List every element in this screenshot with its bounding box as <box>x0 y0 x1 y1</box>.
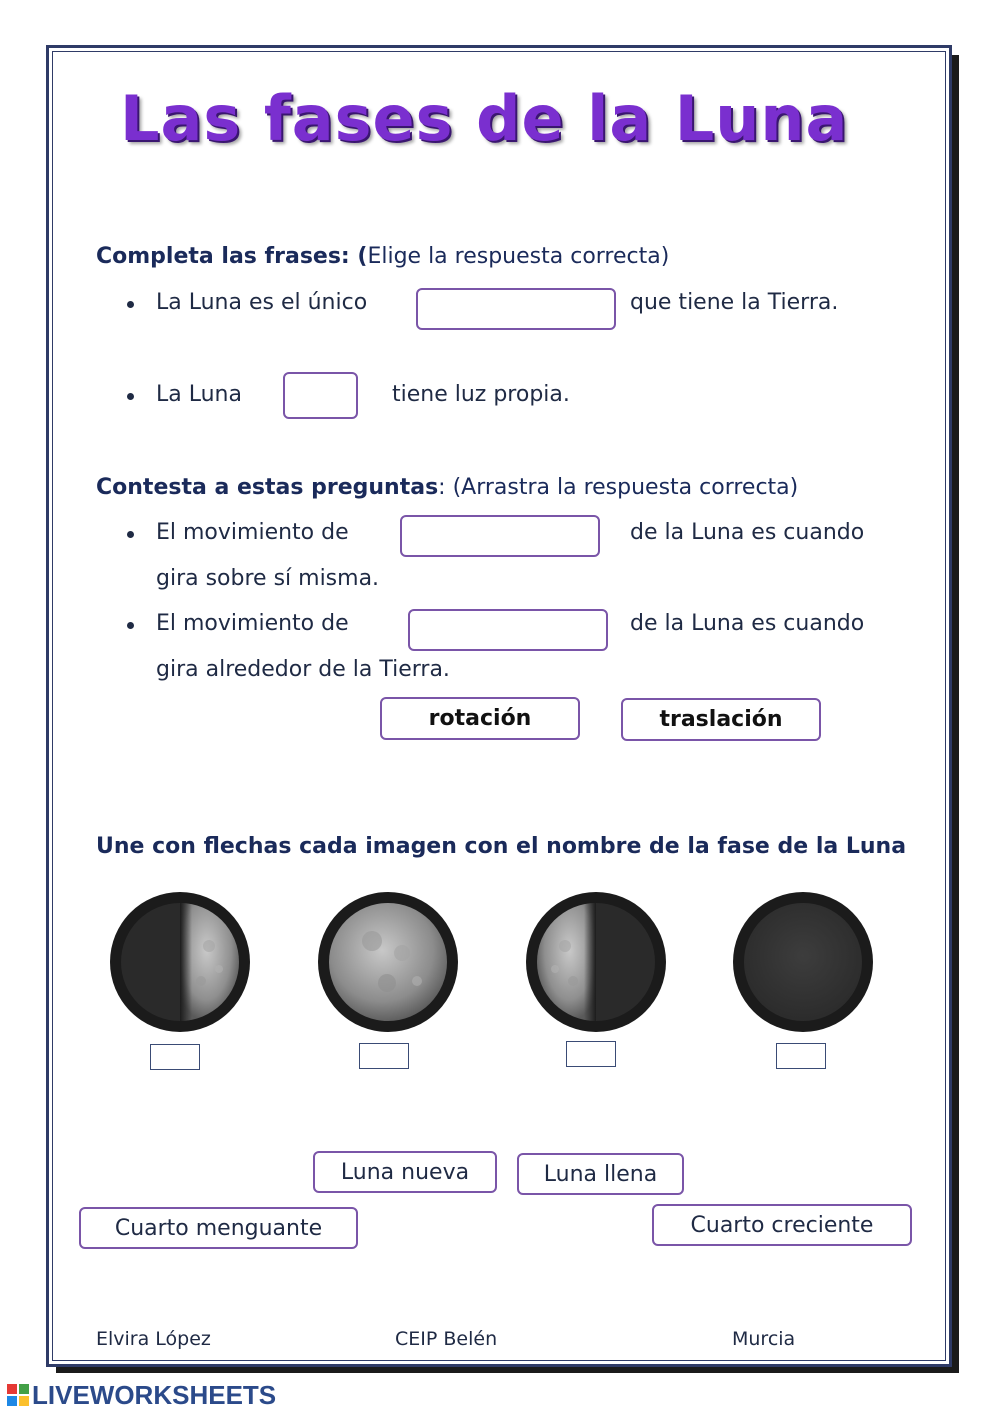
section1-heading <box>96 244 669 269</box>
bullet <box>127 531 134 538</box>
section2-heading <box>96 475 798 500</box>
sentence1-before: La Luna es el único <box>156 290 368 315</box>
moon-phase-full-moon <box>317 891 459 1033</box>
frame-shadow-bottom <box>56 1367 959 1373</box>
sentence2-after: tiene luz propia. <box>392 382 570 407</box>
question1-after: de la Luna es cuando <box>630 520 865 545</box>
brand-text: LIVEWORKSHEETS <box>32 1379 277 1410</box>
section3-heading: Une con flechas cada imagen con el nombre de la fase de la Luna <box>96 834 907 859</box>
bullet <box>127 301 134 308</box>
phase-label-cuarto-creciente[interactable]: Cuarto creciente <box>652 1204 912 1246</box>
section1-heading-rest: Elige la respuesta correcta) <box>367 244 670 269</box>
question1-line2: gira sobre sí misma. <box>156 566 380 591</box>
sentence1-answer-field[interactable] <box>416 288 616 330</box>
question2-before: El movimiento de <box>156 611 349 636</box>
footer-author: Elvira López <box>96 1328 211 1350</box>
drag-option-traslacion[interactable]: traslación <box>621 698 821 741</box>
section1-heading-bold: Completa las frases: ( <box>96 244 368 269</box>
sentence2-before: La Luna <box>156 382 242 407</box>
bullet <box>127 622 134 629</box>
section2-heading-rest: : (Arrastra la respuesta correcta) <box>438 475 799 500</box>
frame-shadow-right <box>952 55 959 1373</box>
drag-option-rotacion[interactable]: rotación <box>380 697 580 740</box>
footer-school: CEIP Belén <box>395 1328 498 1350</box>
question1-before: El movimiento de <box>156 520 349 545</box>
sentence2-answer-field[interactable] <box>283 372 358 419</box>
moon1-answer-box[interactable] <box>150 1044 200 1070</box>
sentence1-after: que tiene la Tierra. <box>630 290 839 315</box>
question2-line2: gira alrededor de la Tierra. <box>156 657 450 682</box>
phase-label-luna-nueva[interactable]: Luna nueva <box>313 1151 497 1193</box>
page-title: Las fases de la Luna <box>120 82 849 155</box>
section2-heading-bold: Contesta a estas preguntas <box>96 475 439 500</box>
question1-drop-zone[interactable] <box>400 515 600 557</box>
moon2-answer-box[interactable] <box>359 1043 409 1069</box>
question2-drop-zone[interactable] <box>408 609 608 651</box>
moon-phase-new-moon <box>732 891 874 1033</box>
question2-after: de la Luna es cuando <box>630 611 865 636</box>
phase-label-cuarto-menguante[interactable]: Cuarto menguante <box>79 1207 358 1249</box>
moon-phase-last-quarter <box>109 891 251 1033</box>
moon-phase-first-quarter <box>525 891 667 1033</box>
moon4-answer-box[interactable] <box>776 1043 826 1069</box>
footer-city: Murcia <box>732 1328 796 1350</box>
phase-label-luna-llena[interactable]: Luna llena <box>517 1153 684 1195</box>
liveworksheets-logo-icon <box>6 1383 30 1407</box>
bullet <box>127 393 134 400</box>
moon3-answer-box[interactable] <box>566 1041 616 1067</box>
liveworksheets-brand <box>6 1381 276 1409</box>
